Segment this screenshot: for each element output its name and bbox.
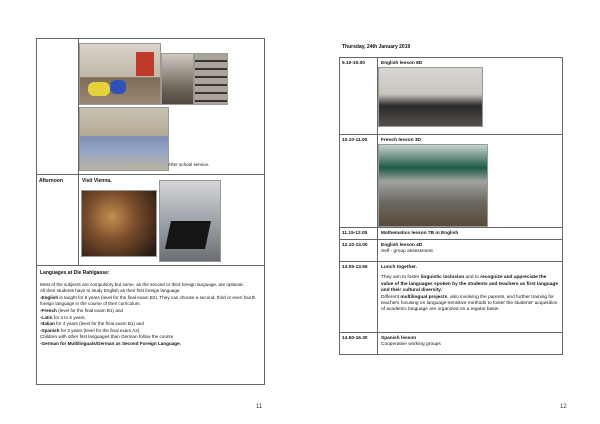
table-row [37, 39, 264, 175]
french-line: -French (level for the final exam B1) and [40, 307, 123, 313]
photo-piano [159, 180, 221, 262]
time-cell: 9.10-10.00 [340, 58, 378, 134]
time-cell: 10.10-11.00 [340, 135, 378, 227]
german-line: -German for Multilinguals/German as Second Foreign Language. [40, 340, 181, 346]
children-line: Children with other first languages than German follow the course [40, 334, 174, 340]
table-row [37, 175, 264, 266]
italian-line: -Italian for 4 years (level for the final exam B1) and [40, 321, 144, 327]
right-schedule-table [339, 57, 563, 355]
activity-cell: French lesson 3D [378, 135, 562, 227]
photo-classroom-beanbags [79, 43, 161, 105]
languages-intro: Most of the subjects are compulsory but some, as the second or third foreign language, are optional. [40, 281, 244, 287]
photo-gym-hall [79, 107, 169, 171]
table-row [340, 228, 562, 240]
latin-line: -Latin for 4 to 6 years, [40, 314, 86, 320]
time-cell: 11.15-12.05 [340, 228, 378, 239]
spanish-line: -Spanish for 3 years (level for the final exam A2). [40, 327, 141, 333]
activity-cell: English lesson 8D [378, 58, 562, 134]
time-cell [37, 39, 79, 174]
table-row [340, 262, 562, 333]
time-cell: Afternoon [37, 175, 79, 265]
time-cell: 14.50-16.30 [340, 333, 378, 354]
time-cell: 12.10-13.00 [340, 240, 378, 261]
activity-cell: Lunch together. They aim to foster linguistic inclusion and to recognize and appreciate the value of the languages spoken by the students and teachers as first language and their cultural diversity. Different multilingual projects, also involving the parents, and further training for teachers focusing on language-sensitive methods to foster the students' acquisition of academic language are organized on a regular basis. [381, 265, 558, 313]
languages-intro2: All their students have to study English as their first foreign language. [40, 288, 181, 294]
activity-cell: English lesson 4D Self - group assessment. [381, 243, 435, 255]
languages-section [37, 266, 264, 384]
activity-cell [79, 175, 264, 265]
activity-text: Visit Vienna. [82, 178, 112, 184]
languages-title: Languages at Die Rahlgasse: [40, 270, 110, 276]
photos-cell [79, 39, 264, 174]
photo-french-lesson [378, 144, 488, 227]
photo-caption: After school service. [168, 162, 210, 167]
page-number: 11 [256, 404, 263, 410]
lunch-description-2: Different multilingual projects, also involving the parents, and further training for teachers focusing on language-sensitive methods to foster the students' acquisition of academic language are organized on a regular basis. [381, 294, 558, 313]
activity-cell: Mathematics lesson 7B in English [381, 231, 459, 236]
activity-cell: Spanish lesson Cooperative working groups [381, 336, 441, 348]
time-cell: 13.05-13.55 [340, 262, 378, 332]
table-row [340, 333, 562, 354]
page-number: 12 [560, 404, 567, 410]
photo-english-lesson [378, 67, 483, 127]
photo-shelves [194, 53, 228, 105]
english-line: -English is taught for 8 years (level for the final exam B2). They can choose a second, third or even fourth foreign language in the course of their curriculum. [40, 294, 256, 307]
left-schedule-table [36, 38, 265, 385]
table-row [340, 135, 562, 228]
table-row [340, 58, 562, 135]
photo-people-room [161, 53, 194, 105]
lunch-description: They aim to foster linguistic inclusion and to recognize and appreciate the value of the languages spoken by the students and teachers as first language and their cultural diversity. [381, 275, 558, 294]
day-title: Thursday, 24th January 2019 [342, 44, 411, 50]
table-row [340, 240, 562, 262]
photo-vienna-interior [81, 190, 157, 257]
